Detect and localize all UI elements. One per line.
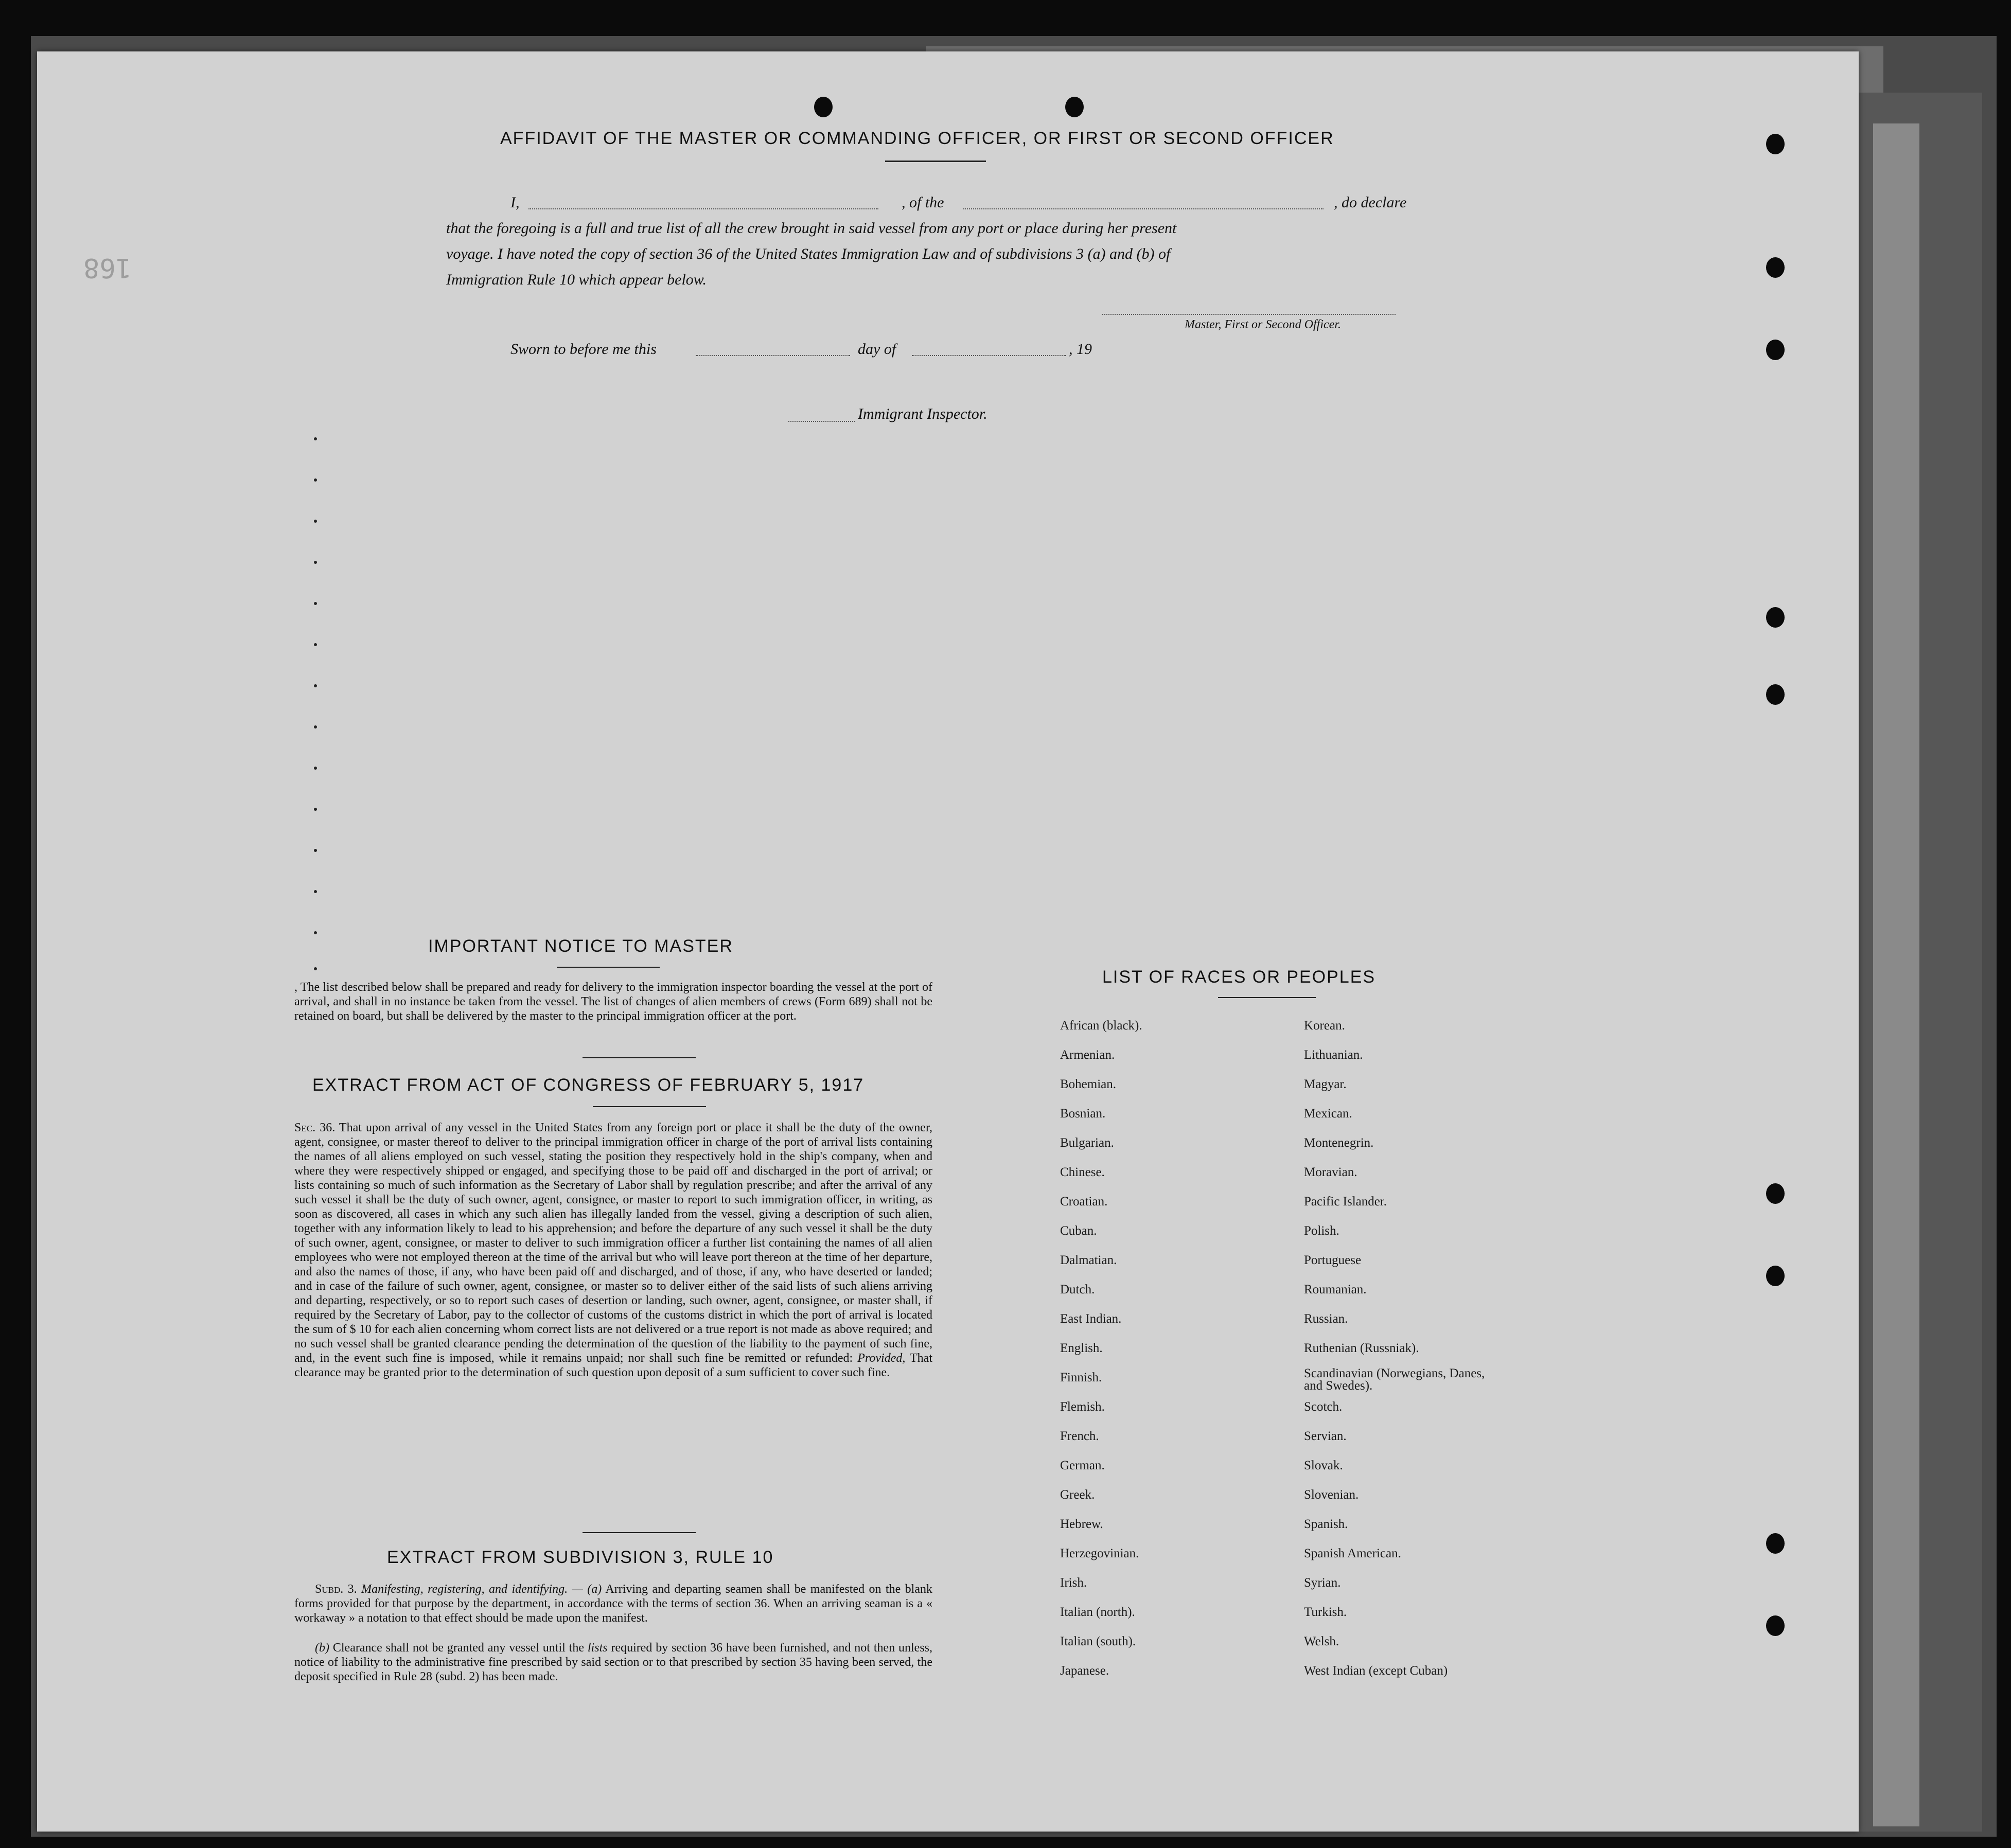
race-item: Pacific Islander. [1304, 1195, 1387, 1209]
bleed-through-mark [314, 643, 317, 646]
signature-label: Master, First or Second Officer. [1185, 318, 1341, 331]
rule-a-text [294, 1582, 932, 1625]
affidavit-declare: , do declare [1334, 194, 1407, 211]
affiant-name-line [528, 208, 878, 209]
rule-title: EXTRACT FROM SUBDIVISION 3, RULE 10 [387, 1548, 774, 1567]
bleed-through-mark [314, 561, 317, 564]
affidavit-of-the: , of the [902, 194, 944, 211]
act-title: EXTRACT FROM ACT OF CONGRESS OF FEBRUARY 5, 1917 [312, 1075, 865, 1095]
bleed-through-mark [314, 684, 317, 687]
race-item: French. [1060, 1429, 1099, 1443]
race-item: English. [1060, 1341, 1103, 1355]
race-item: Scotch. [1304, 1400, 1343, 1414]
race-item: Cuban. [1060, 1224, 1097, 1238]
act-provided: Provided, [857, 1352, 906, 1365]
notice-title-rule [557, 967, 660, 968]
sworn-day-line [696, 355, 850, 356]
bleed-through-mark [314, 767, 317, 770]
race-item: Italian (north). [1060, 1605, 1135, 1619]
punch-hole [1766, 1183, 1785, 1204]
rule-b-body-1: Clearance shall not be granted any vessel until the [332, 1641, 585, 1655]
act-divider [583, 1532, 696, 1533]
race-item: Welsh. [1304, 1634, 1339, 1648]
sworn-label: Sworn to before me this [510, 341, 657, 358]
act-title-rule [593, 1106, 706, 1107]
bleed-through-mark [314, 602, 317, 605]
race-item: Roumanian. [1304, 1283, 1367, 1296]
act-section-end: That clearance may be granted prior to the determination of such question upon deposit of a sum sufficient to cover such fine. [294, 1352, 932, 1379]
race-item: Spanish. [1304, 1517, 1348, 1531]
race-item: Irish. [1060, 1576, 1087, 1590]
act-section-body: That upon arrival of any vessel in the United States from any foreign port or place it shall be the duty of the owner, agent, consignee, or master thereof to deliver to the principal immigration officer in charge of the port of arrival lists containing the names of all aliens employed on such vessel, stating the position they respectively hold in the ship's company, when and where they were respectively shipped or engaged, and specifying those to be paid off and discharged in the port of arrival; or lists containing so much of such information as the Secretary of Labor shall by regulation prescribe; and after the arrival of any such vessel it shall be the duty of such owner, agent, consignee, or master to report to such immigration officer, in writing, as soon as discovered, all cases in which any such alien has illegally landed from the vessel, giving a description of such alien, together with any information likely to lead to his apprehension; and before the departure of any such vessel it shall be the duty of such owner, agent, consignee, or master to deliver to such immigration officer a further list containing the names of all alien employees who were not employed thereon at the time of the arrival but who will leave port thereon at the time of her departure, and also the names of those, if any, who have been paid off and discharged, and of those, if any, who have deserted or landed; and in case of the failure of such owner, agent, consignee, or master so to deliver either of the said lists of such aliens arriving and departing, respectively, or so to report such cases of desertion or landing, such owner, agent, consignee, or master shall, if required by the Secretary of Labor, pay to the collector of customs of the customs district in which the port of arrival is located the sum of $ 10 for each alien concerning whom correct lists are not delivered or a true report is not made as above required; and no such vessel shall be granted clearance pending the determination of the question of the liability to the payment of such fine, and, in the event such fine is imposed, while it remains unpaid; nor shall such fine be remitted or refunded: [294, 1121, 932, 1365]
race-item: Scandinavian (Norwegians, Danes, and Swedes). [1304, 1366, 1485, 1393]
race-item: Hebrew. [1060, 1517, 1103, 1531]
notice-divider [583, 1057, 696, 1058]
race-item: Syrian. [1304, 1576, 1341, 1590]
bleed-through-mark [314, 808, 317, 811]
rule-a-marker: — (a) [572, 1583, 602, 1596]
race-item: Magyar. [1304, 1077, 1347, 1091]
rule-subd-heading: Manifesting, registering, and identifying. [361, 1583, 568, 1596]
bleed-through-mark [314, 520, 317, 523]
race-item: Turkish. [1304, 1605, 1347, 1619]
act-section-label: Sec. 36. [294, 1121, 336, 1134]
race-item: Armenian. [1060, 1048, 1115, 1062]
bleed-through-mark [314, 725, 317, 728]
punch-hole [1766, 1533, 1785, 1554]
act-text [294, 1121, 932, 1380]
race-item: East Indian. [1060, 1312, 1122, 1326]
bleed-through-mark [314, 849, 317, 852]
rule-b-lists: lists [587, 1641, 608, 1655]
race-item: Dutch. [1060, 1283, 1095, 1296]
race-item: Lithuanian. [1304, 1048, 1363, 1062]
punch-hole [1766, 1615, 1785, 1636]
notice-title: IMPORTANT NOTICE TO MASTER [428, 936, 733, 956]
punch-hole [1766, 684, 1785, 705]
bleed-through-mark [314, 931, 317, 934]
race-item: German. [1060, 1459, 1105, 1472]
race-item: Montenegrin. [1304, 1136, 1374, 1150]
races-title: LIST OF RACES OR PEOPLES [1102, 967, 1376, 987]
race-item: Herzegovinian. [1060, 1547, 1139, 1560]
punch-hole [1766, 1266, 1785, 1286]
signature-line [1102, 314, 1396, 315]
margin-note: 168 [83, 252, 132, 283]
punch-hole [1766, 607, 1785, 628]
rule-a-body: Arriving and departing seamen shall be manifested on the blank forms provided for that purpose by the department, in accordance with the terms of section 36. When an arriving seaman is a « workaway » a notation to that effect should be made upon the manifest. [294, 1583, 932, 1625]
year-label: , 19 [1069, 341, 1092, 358]
punch-hole [1065, 97, 1084, 117]
race-item: Bosnian. [1060, 1107, 1106, 1121]
affidavit-title: AFFIDAVIT OF THE MASTER OR COMMANDING OFFICER, OR FIRST OR SECOND OFFICER [500, 129, 1334, 148]
sworn-month-line [912, 355, 1066, 356]
race-item: Greek. [1060, 1488, 1095, 1502]
bleed-through-mark [314, 437, 317, 440]
affidavit-i: I, [510, 194, 520, 211]
bleed-through-mark [314, 967, 317, 970]
manifest-page [37, 51, 1859, 1832]
race-item: West Indian (except Cuban) [1304, 1664, 1448, 1678]
race-item: Russian. [1304, 1312, 1348, 1326]
stacked-page-edges-light [1873, 123, 1919, 1826]
race-item: Dalmatian. [1060, 1253, 1117, 1267]
notice-text: , The list described below shall be prepared and ready for delivery to the immigration inspector boarding the vessel at the port of arrival, and shall in no instance be taken from the vessel. The list of changes of alien members of crews (Form 689) shall not be retained on board, but shall be delivered by the master to the principal immigration officer at the port. [294, 981, 932, 1023]
punch-hole [814, 97, 833, 117]
rule-subd-label: Subd. 3. [315, 1583, 357, 1596]
race-item: Spanish American. [1304, 1547, 1401, 1560]
race-item: Italian (south). [1060, 1634, 1136, 1648]
affidavit-title-rule [885, 161, 986, 162]
affidavit-line-4: Immigration Rule 10 which appear below. [446, 271, 707, 288]
vessel-name-line [963, 208, 1324, 209]
inspector-label: Immigrant Inspector. [858, 405, 987, 422]
affidavit-line-3: voyage. I have noted the copy of section 36 of the United States Immigration Law and of subdivisions 3 (a) and (b) of [446, 245, 1171, 262]
races-title-rule [1218, 997, 1316, 998]
bleed-through-mark [314, 890, 317, 893]
punch-hole [1766, 134, 1785, 154]
race-item: Croatian. [1060, 1195, 1108, 1209]
race-item: Portuguese [1304, 1253, 1362, 1267]
race-item: African (black). [1060, 1019, 1142, 1033]
race-item: Ruthenian (Russniak). [1304, 1341, 1419, 1355]
rule-b-marker: (b) [315, 1641, 329, 1655]
race-item: Bohemian. [1060, 1077, 1117, 1091]
affidavit-line-2: that the foregoing is a full and true list of all the crew brought in said vessel from any port or place during her present [446, 220, 1177, 237]
race-item: Chinese. [1060, 1165, 1105, 1179]
race-item: Japanese. [1060, 1664, 1109, 1678]
race-item: Polish. [1304, 1224, 1339, 1238]
rule-b-text [294, 1641, 932, 1684]
punch-hole [1766, 257, 1785, 278]
race-item: Finnish. [1060, 1371, 1102, 1384]
race-item: Mexican. [1304, 1107, 1352, 1121]
race-item: Korean. [1304, 1019, 1345, 1033]
race-item: Slovak. [1304, 1459, 1343, 1472]
day-of-label: day of [858, 341, 896, 358]
punch-hole [1766, 340, 1785, 360]
rule-b-body-2: required by section 36 have been furnished, and not then unless, notice of liability to the administrative fine prescribed by said section or to that prescribed by section 35 having been served, the deposit specified in Rule 28 (subd. 2) has been made. [294, 1641, 933, 1683]
race-item: Slovenian. [1304, 1488, 1359, 1502]
race-item: Moravian. [1304, 1165, 1357, 1179]
race-item: Flemish. [1060, 1400, 1105, 1414]
bleed-through-mark [314, 478, 317, 482]
race-item: Bulgarian. [1060, 1136, 1114, 1150]
inspector-line [788, 421, 855, 422]
race-item: Servian. [1304, 1429, 1347, 1443]
